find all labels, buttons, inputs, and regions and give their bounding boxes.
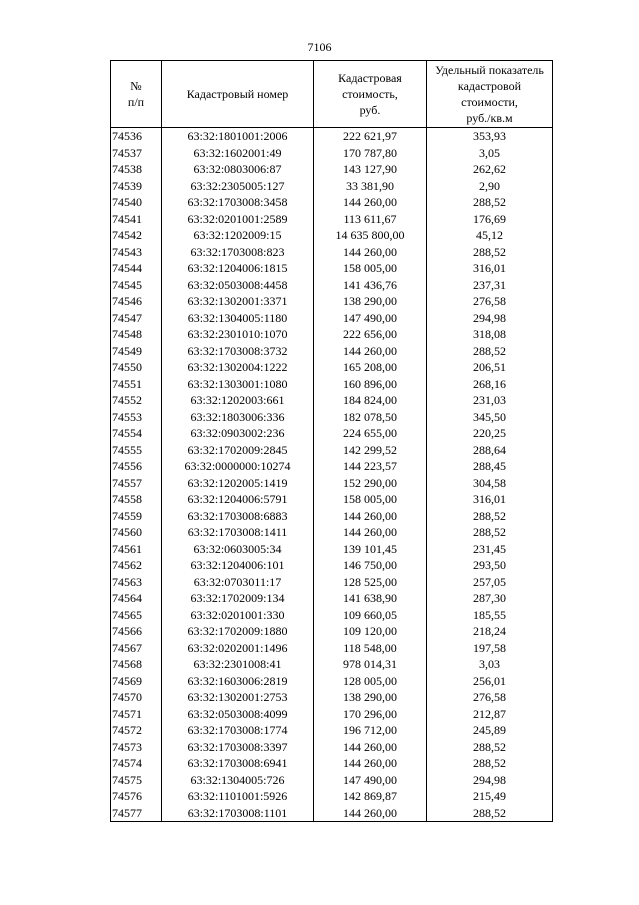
table-row (111, 739, 553, 756)
specific-value: 3,05 (427, 145, 553, 162)
table-row (111, 343, 553, 360)
row-number: 74577 (111, 805, 162, 822)
specific-value: 245,89 (427, 722, 553, 739)
specific-value: 294,98 (427, 310, 553, 327)
cadastral-number: 63:32:0201001:2589 (162, 211, 314, 228)
row-number: 74575 (111, 772, 162, 789)
table-row (111, 326, 553, 343)
cadastral-number: 63:32:1204006:5791 (162, 491, 314, 508)
row-number: 74549 (111, 343, 162, 360)
cadastral-value: 144 260,00 (314, 755, 427, 772)
cadastral-number: 63:32:1703008:1101 (162, 805, 314, 822)
row-number: 74547 (111, 310, 162, 327)
table-row (111, 425, 553, 442)
cadastral-number: 63:32:1703008:3397 (162, 739, 314, 756)
cadastral-number: 63:32:1603006:2819 (162, 673, 314, 690)
specific-value: 231,03 (427, 392, 553, 409)
cadastral-number: 63:32:1202009:15 (162, 227, 314, 244)
specific-value: 237,31 (427, 277, 553, 294)
table-row (111, 194, 553, 211)
cadastral-value: 152 290,00 (314, 475, 427, 492)
header-cadastral-value: Кадастровая стоимость, руб. (314, 61, 427, 128)
row-number: 74567 (111, 640, 162, 657)
row-number: 74546 (111, 293, 162, 310)
cadastral-value: 142 299,52 (314, 442, 427, 459)
row-number: 74568 (111, 656, 162, 673)
cadastral-number: 63:32:0803006:87 (162, 161, 314, 178)
row-number: 74545 (111, 277, 162, 294)
cadastral-number: 63:32:1703008:3732 (162, 343, 314, 360)
table-row (111, 128, 553, 145)
page-number: 7106 (307, 40, 332, 54)
table-row (111, 211, 553, 228)
table-row (111, 541, 553, 558)
row-number: 74572 (111, 722, 162, 739)
row-number: 74541 (111, 211, 162, 228)
cadastral-value: 158 005,00 (314, 260, 427, 277)
specific-value: 288,52 (427, 194, 553, 211)
table-row (111, 574, 553, 591)
table-row (111, 260, 553, 277)
row-number: 74544 (111, 260, 162, 277)
specific-value: 212,87 (427, 706, 553, 723)
cadastral-number: 63:32:0503008:4099 (162, 706, 314, 723)
cadastral-number: 63:32:1202005:1419 (162, 475, 314, 492)
cadastral-value: 144 260,00 (314, 739, 427, 756)
specific-value: 206,51 (427, 359, 553, 376)
specific-value: 256,01 (427, 673, 553, 690)
cadastral-number: 63:32:0000000:10274 (162, 458, 314, 475)
cadastral-number: 63:32:1602001:49 (162, 145, 314, 162)
row-number: 74559 (111, 508, 162, 525)
row-number: 74555 (111, 442, 162, 459)
cadastral-number: 63:32:1101001:5926 (162, 788, 314, 805)
cadastral-value: 144 260,00 (314, 244, 427, 261)
table-row (111, 805, 553, 822)
specific-value: 288,52 (427, 343, 553, 360)
cadastral-value: 141 638,90 (314, 590, 427, 607)
cadastral-number: 63:32:1703008:6941 (162, 755, 314, 772)
cadastral-value: 138 290,00 (314, 689, 427, 706)
header-num: № п/п (111, 61, 162, 128)
cadastral-value: 144 260,00 (314, 343, 427, 360)
cadastral-value: 139 101,45 (314, 541, 427, 558)
cadastral-value: 141 436,76 (314, 277, 427, 294)
cadastral-number: 63:32:1204006:1815 (162, 260, 314, 277)
cadastral-number: 63:32:2305005:127 (162, 178, 314, 195)
cadastral-value: 128 525,00 (314, 574, 427, 591)
specific-value: 288,52 (427, 739, 553, 756)
cadastral-value: 109 120,00 (314, 623, 427, 640)
cadastral-number: 63:32:0503008:4458 (162, 277, 314, 294)
cadastral-number: 63:32:1202003:661 (162, 392, 314, 409)
specific-value: 288,52 (427, 244, 553, 261)
row-number: 74563 (111, 574, 162, 591)
cadastral-number: 63:32:1703008:3458 (162, 194, 314, 211)
cadastral-number: 63:32:0603005:34 (162, 541, 314, 558)
cadastral-value: 113 611,67 (314, 211, 427, 228)
cadastral-value: 170 787,80 (314, 145, 427, 162)
row-number: 74566 (111, 623, 162, 640)
specific-value: 288,52 (427, 508, 553, 525)
specific-value: 2,90 (427, 178, 553, 195)
table-row (111, 442, 553, 459)
cadastral-number: 63:32:1702009:134 (162, 590, 314, 607)
cadastral-number: 63:32:1703008:823 (162, 244, 314, 261)
table-row (111, 508, 553, 525)
cadastral-number: 63:32:1803006:336 (162, 409, 314, 426)
table-row (111, 293, 553, 310)
cadastral-value: 144 223,57 (314, 458, 427, 475)
cadastral-value: 33 381,90 (314, 178, 427, 195)
row-number: 74542 (111, 227, 162, 244)
table-row (111, 161, 553, 178)
row-number: 74570 (111, 689, 162, 706)
table-row (111, 392, 553, 409)
specific-value: 288,52 (427, 524, 553, 541)
specific-value: 268,16 (427, 376, 553, 393)
row-number: 74537 (111, 145, 162, 162)
row-number: 74562 (111, 557, 162, 574)
cadastral-number: 63:32:0202001:1496 (162, 640, 314, 657)
cadastral-number: 63:32:2301008:41 (162, 656, 314, 673)
row-number: 74561 (111, 541, 162, 558)
specific-value: 231,45 (427, 541, 553, 558)
row-number: 74576 (111, 788, 162, 805)
specific-value: 345,50 (427, 409, 553, 426)
cadastral-value: 222 656,00 (314, 326, 427, 343)
specific-value: 288,52 (427, 805, 553, 822)
cadastral-value: 118 548,00 (314, 640, 427, 657)
cadastral-value: 14 635 800,00 (314, 227, 427, 244)
table-row (111, 557, 553, 574)
cadastral-number: 63:32:1302001:3371 (162, 293, 314, 310)
specific-value: 294,98 (427, 772, 553, 789)
table-row (111, 524, 553, 541)
table-row (111, 590, 553, 607)
row-number: 74539 (111, 178, 162, 195)
cadastral-value: 147 490,00 (314, 310, 427, 327)
cadastral-value: 165 208,00 (314, 359, 427, 376)
cadastral-number: 63:32:1703008:6883 (162, 508, 314, 525)
table-row (111, 640, 553, 657)
cadastral-value: 144 260,00 (314, 194, 427, 211)
row-number: 74573 (111, 739, 162, 756)
specific-value: 293,50 (427, 557, 553, 574)
table-row (111, 178, 553, 195)
cadastral-value: 184 824,00 (314, 392, 427, 409)
cadastral-value: 160 896,00 (314, 376, 427, 393)
specific-value: 197,58 (427, 640, 553, 657)
specific-value: 353,93 (427, 128, 553, 145)
specific-value: 185,55 (427, 607, 553, 624)
cadastral-value: 144 260,00 (314, 508, 427, 525)
row-number: 74556 (111, 458, 162, 475)
table-row (111, 475, 553, 492)
table-row (111, 607, 553, 624)
specific-value: 276,58 (427, 689, 553, 706)
specific-value: 287,30 (427, 590, 553, 607)
cadastral-value: 142 869,87 (314, 788, 427, 805)
cadastral-value: 158 005,00 (314, 491, 427, 508)
specific-value: 220,25 (427, 425, 553, 442)
row-number: 74553 (111, 409, 162, 426)
cadastral-number: 63:32:1702009:1880 (162, 623, 314, 640)
cadastral-number: 63:32:1801001:2006 (162, 128, 314, 145)
cadastral-number: 63:32:1702009:2845 (162, 442, 314, 459)
specific-value: 318,08 (427, 326, 553, 343)
table-body (111, 128, 553, 822)
table-row (111, 277, 553, 294)
cadastral-value: 222 621,97 (314, 128, 427, 145)
table-row (111, 673, 553, 690)
cadastral-number: 63:32:0903002:236 (162, 425, 314, 442)
cadastral-value: 182 078,50 (314, 409, 427, 426)
header-cadastral-number: Кадастровый номер (162, 61, 314, 128)
row-number: 74557 (111, 475, 162, 492)
cadastral-number: 63:32:1302004:1222 (162, 359, 314, 376)
cadastral-number: 63:32:0201001:330 (162, 607, 314, 624)
cadastral-value: 143 127,90 (314, 161, 427, 178)
specific-value: 316,01 (427, 491, 553, 508)
cadastral-number: 63:32:1703008:1411 (162, 524, 314, 541)
specific-value: 262,62 (427, 161, 553, 178)
row-number: 74569 (111, 673, 162, 690)
table-row (111, 409, 553, 426)
cadastral-value: 224 655,00 (314, 425, 427, 442)
specific-value: 215,49 (427, 788, 553, 805)
table-row (111, 310, 553, 327)
table-row (111, 623, 553, 640)
table-row (111, 706, 553, 723)
row-number: 74564 (111, 590, 162, 607)
cadastral-number: 63:32:1703008:1774 (162, 722, 314, 739)
cadastral-number: 63:32:1302001:2753 (162, 689, 314, 706)
row-number: 74536 (111, 128, 162, 145)
table-row (111, 689, 553, 706)
table-row (111, 244, 553, 261)
row-number: 74543 (111, 244, 162, 261)
table-row (111, 656, 553, 673)
specific-value: 288,45 (427, 458, 553, 475)
header-specific-value: Удельный показатель кадастровой стоимости, руб./кв.м (427, 61, 553, 128)
cadastral-value: 128 005,00 (314, 673, 427, 690)
table-header-row (111, 61, 553, 128)
table-row (111, 458, 553, 475)
cadastral-number: 63:32:2301010:1070 (162, 326, 314, 343)
table-row (111, 491, 553, 508)
row-number: 74554 (111, 425, 162, 442)
row-number: 74565 (111, 607, 162, 624)
table-row (111, 145, 553, 162)
table-row (111, 376, 553, 393)
cadastral-number: 63:32:1204006:101 (162, 557, 314, 574)
cadastral-value: 144 260,00 (314, 805, 427, 822)
cadastral-value: 109 660,05 (314, 607, 427, 624)
cadastral-value: 170 296,00 (314, 706, 427, 723)
table-row (111, 359, 553, 376)
specific-value: 304,58 (427, 475, 553, 492)
row-number: 74574 (111, 755, 162, 772)
table-row (111, 722, 553, 739)
row-number: 74558 (111, 491, 162, 508)
row-number: 74560 (111, 524, 162, 541)
specific-value: 257,05 (427, 574, 553, 591)
specific-value: 218,24 (427, 623, 553, 640)
cadastral-value: 138 290,00 (314, 293, 427, 310)
row-number: 74571 (111, 706, 162, 723)
specific-value: 276,58 (427, 293, 553, 310)
row-number: 74540 (111, 194, 162, 211)
table-row (111, 227, 553, 244)
cadastral-value: 146 750,00 (314, 557, 427, 574)
specific-value: 176,69 (427, 211, 553, 228)
specific-value: 3,03 (427, 656, 553, 673)
specific-value: 316,01 (427, 260, 553, 277)
row-number: 74552 (111, 392, 162, 409)
cadastral-number: 63:32:1304005:1180 (162, 310, 314, 327)
table-row (111, 755, 553, 772)
table-row (111, 772, 553, 789)
specific-value: 288,52 (427, 755, 553, 772)
specific-value: 288,64 (427, 442, 553, 459)
row-number: 74550 (111, 359, 162, 376)
cadastral-number: 63:32:0703011:17 (162, 574, 314, 591)
cadastral-value: 144 260,00 (314, 524, 427, 541)
cadastral-table (110, 60, 553, 822)
cadastral-value: 147 490,00 (314, 772, 427, 789)
specific-value: 45,12 (427, 227, 553, 244)
cadastral-number: 63:32:1304005:726 (162, 772, 314, 789)
cadastral-number: 63:32:1303001:1080 (162, 376, 314, 393)
row-number: 74548 (111, 326, 162, 343)
cadastral-value: 196 712,00 (314, 722, 427, 739)
cadastral-value: 978 014,31 (314, 656, 427, 673)
table-row (111, 788, 553, 805)
row-number: 74538 (111, 161, 162, 178)
row-number: 74551 (111, 376, 162, 393)
